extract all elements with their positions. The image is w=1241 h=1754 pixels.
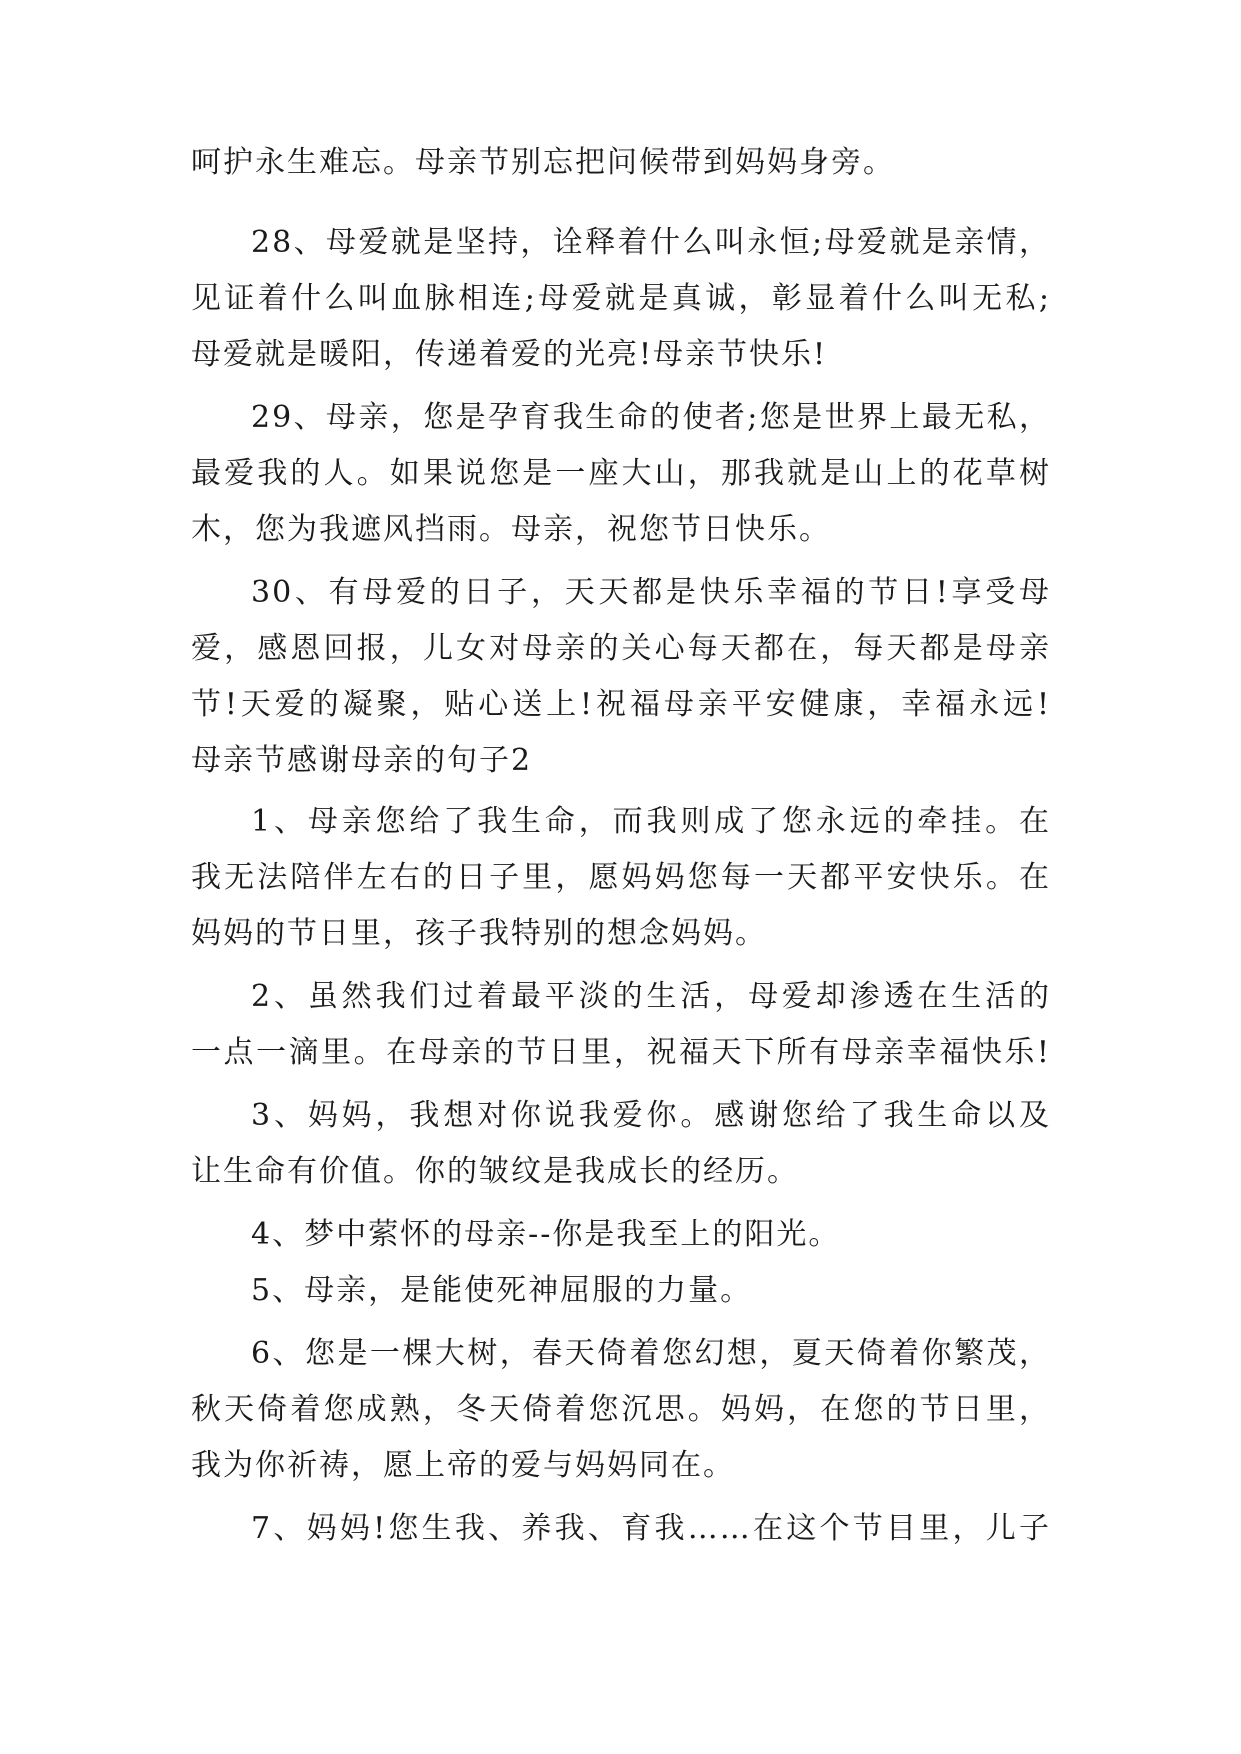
text-line: 7、妈妈!您生我、养我、育我……在这个节目里，儿子 bbox=[251, 1511, 1051, 1546]
text-line: 妈妈的节日里，孩子我特别的想念妈妈。 bbox=[191, 916, 767, 951]
text-line: 5、母亲，是能使死神屈服的力量。 bbox=[251, 1273, 753, 1308]
text-line: 母爱就是暖阳，传递着爱的光亮!母亲节快乐! bbox=[191, 337, 828, 372]
text-line: 木，您为我遮风挡雨。母亲，祝您节日快乐。 bbox=[191, 512, 831, 547]
section-heading: 母亲节感谢母亲的句子2 bbox=[191, 743, 533, 778]
text-line: 6、您是一棵大树，春天倚着您幻想，夏天倚着你繁茂， bbox=[251, 1336, 1051, 1371]
text-line: 30、有母爱的日子，天天都是快乐幸福的节日!享受母 bbox=[251, 575, 1051, 610]
text-line: 爱，感恩回报，儿女对母亲的关心每天都在，每天都是母亲 bbox=[191, 631, 1051, 666]
text-line: 我无法陪伴左右的日子里，愿妈妈您每一天都平安快乐。在 bbox=[191, 860, 1051, 895]
text-line: 秋天倚着您成熟，冬天倚着您沉思。妈妈，在您的节日里， bbox=[191, 1392, 1051, 1427]
text-line: 最爱我的人。如果说您是一座大山，那我就是山上的花草树 bbox=[191, 456, 1051, 491]
text-line: 3、妈妈，我想对你说我爱你。感谢您给了我生命以及 bbox=[251, 1098, 1051, 1133]
text-line: 让生命有价值。你的皱纹是我成长的经历。 bbox=[191, 1154, 799, 1189]
text-line: 呵护永生难忘。母亲节别忘把问候带到妈妈身旁。 bbox=[191, 145, 895, 180]
text-line: 4、梦中萦怀的母亲--你是我至上的阳光。 bbox=[251, 1217, 841, 1252]
text-line: 见证着什么叫血脉相连;母爱就是真诚，彰显着什么叫无私; bbox=[191, 281, 1051, 316]
text-line: 一点一滴里。在母亲的节日里，祝福天下所有母亲幸福快乐! bbox=[191, 1035, 1051, 1070]
text-line: 我为你祈祷，愿上帝的爱与妈妈同在。 bbox=[191, 1448, 735, 1483]
text-line: 29、母亲，您是孕育我生命的使者;您是世界上最无私， bbox=[251, 400, 1051, 435]
text-line: 1、母亲您给了我生命，而我则成了您永远的牵挂。在 bbox=[251, 804, 1051, 839]
text-line: 28、母爱就是坚持，诠释着什么叫永恒;母爱就是亲情， bbox=[251, 225, 1051, 260]
text-line: 2、虽然我们过着最平淡的生活，母爱却渗透在生活的 bbox=[251, 979, 1051, 1014]
text-line: 节!天爱的凝聚，贴心送上!祝福母亲平安健康，幸福永远! bbox=[191, 687, 1051, 722]
